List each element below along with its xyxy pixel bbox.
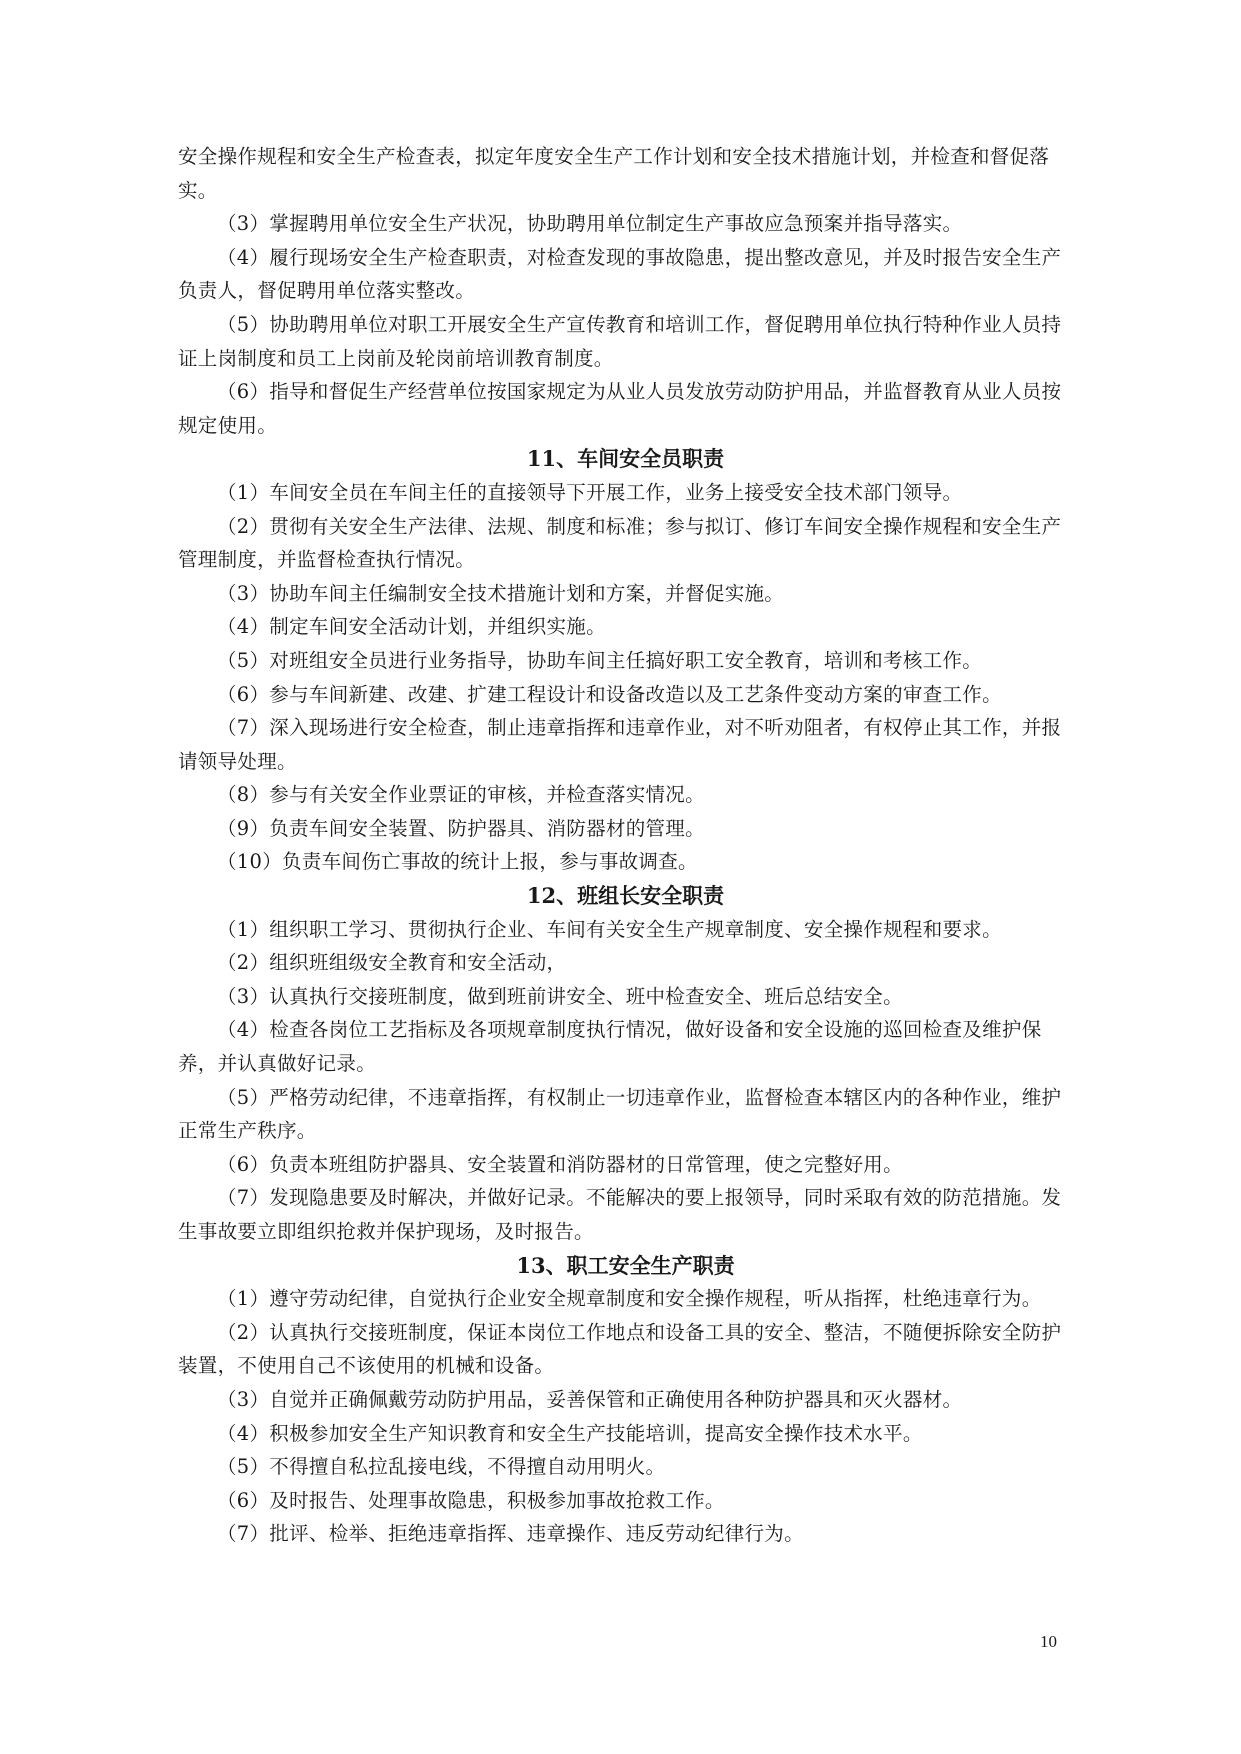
paragraph: （2）认真执行交接班制度，保证本岗位工作地点和设备工具的安全、整洁，不随便拆除安全防护装置，不使用自己不该使用的机械和设备。	[178, 1320, 1062, 1378]
section-heading: 11、车间安全员职责	[526, 446, 725, 472]
paragraph: （6）及时报告、处理事故隐患，积极参加事故抢救工作。	[217, 1488, 725, 1512]
paragraph: （1）遵守劳动纪律，自觉执行企业安全规章制度和安全操作规程，听从指挥，杜绝违章行为。	[217, 1287, 1042, 1311]
paragraph: （2）组织班组级安全教育和安全活动，	[217, 951, 567, 975]
paragraph: （9）负责车间安全装置、防护器具、消防器材的管理。	[217, 816, 705, 840]
page-number: 10	[1040, 1632, 1057, 1651]
paragraph: （5）对班组安全员进行业务指导，协助车间主任搞好职工安全教育，培训和考核工作。	[217, 648, 983, 672]
section-heading: 12、班组长安全职责	[526, 883, 725, 909]
paragraph: （3）协助车间主任编制安全技术措施计划和方案，并督促实施。	[217, 581, 785, 605]
paragraph: （6）参与车间新建、改建、扩建工程设计和设备改造以及工艺条件变动方案的审查工作。	[217, 682, 1002, 706]
paragraph: （1）车间安全员在车间主任的直接领导下开展工作，业务上接受安全技术部门领导。	[217, 480, 963, 504]
paragraph: （6）负责本班组防护器具、安全装置和消防器材的日常管理，使之完整好用。	[217, 1152, 903, 1176]
paragraph: （5）不得擅自私拉乱接电线，不得擅自动用明火。	[217, 1455, 666, 1479]
paragraph: （5）严格劳动纪律，不违章指挥，有权制止一切违章作业，监督检查本辖区内的各种作业，维护正常生产秩序。	[178, 1085, 1062, 1143]
paragraph: （4）检查各岗位工艺指标及各项规章制度执行情况，做好设备和安全设施的巡回检查及维护保养，并认真做好记录。	[178, 1018, 1042, 1076]
paragraph: （10）负责车间伤亡事故的统计上报，参与事故调查。	[217, 850, 698, 874]
paragraph: （3）认真执行交接班制度，做到班前讲安全、班中检查安全、班后总结安全。	[217, 984, 903, 1008]
paragraph: （4）积极参加安全生产知识教育和安全生产技能培训，提高安全操作技术水平。	[217, 1421, 923, 1445]
paragraph: （3）自觉并正确佩戴劳动防护用品，妥善保管和正确使用各种防护器具和灭火器材。	[217, 1387, 963, 1411]
paragraph: 安全操作规程和安全生产检查表，拟定年度安全生产工作计划和安全技术措施计划，并检查和督促落实。	[178, 145, 1050, 202]
paragraph: （2）贯彻有关安全生产法律、法规、制度和标准；参与拟订、修订车间安全操作规程和安全生产管理制度，并监督检查执行情况。	[178, 514, 1062, 572]
paragraph: （5）协助聘用单位对职工开展安全生产宣传教育和培训工作，督促聘用单位执行特种作业人员持证上岗制度和员工上岗前及轮岗前培训教育制度。	[178, 312, 1062, 370]
paragraph: （6）指导和督促生产经营单位按国家规定为从业人员发放劳动防护用品，并监督教育从业人员按规定使用。	[178, 380, 1062, 437]
document-body	[178, 140, 1073, 1551]
paragraph: （4）履行现场安全生产检查职责，对检查发现的事故隐患，提出整改意见，并及时报告安全生产负责人，督促聘用单位落实整改。	[178, 245, 1062, 303]
paragraph: （7）发现隐患要及时解决，并做好记录。不能解决的要上报领导，同时采取有效的防范措施。发生事故要立即组织抢救并保护现场，及时报告。	[178, 1186, 1062, 1243]
paragraph: （3）掌握聘用单位安全生产状况，协助聘用单位制定生产事故应急预案并指导落实。	[217, 212, 963, 236]
paragraph: （8）参与有关安全作业票证的审核，并检查落实情况。	[217, 783, 705, 807]
paragraph: （7）批评、检举、拒绝违章指挥、违章操作、违反劳动纪律行为。	[217, 1522, 804, 1546]
paragraph: （1）组织职工学习、贯彻执行企业、车间有关安全生产规章制度、安全操作规程和要求。	[217, 917, 1002, 941]
paragraph: （7）深入现场进行安全检查，制止违章指挥和违章作业，对不听劝阻者，有权停止其工作，并报请领导处理。	[178, 716, 1062, 773]
paragraph: （4）制定车间安全活动计划，并组织实施。	[217, 615, 606, 639]
section-heading: 13、职工安全生产职责	[516, 1252, 735, 1278]
